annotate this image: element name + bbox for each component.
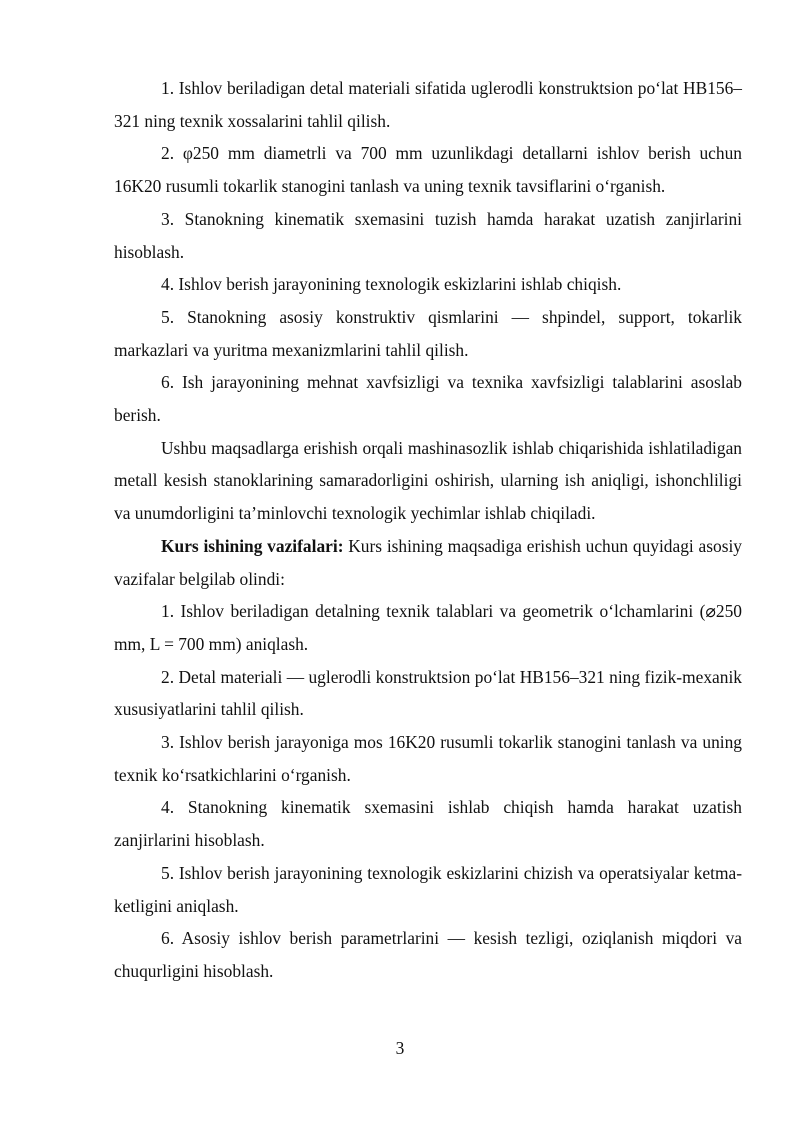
goal-item-3: 3. Stanokning kinematik sxemasini tuzish hamda harakat uzatish zanjirlarini hisoblash. xyxy=(114,208,742,262)
task-item-3: 3. Ishlov berish jarayoniga mos 16K20 rusumli tokarlik stanogini tanlash va uning texnik ko‘rsatkichlarini o‘rganish. xyxy=(114,732,742,785)
task-item-6: 6. Asosiy ishlov berish parametrlarini — kesish tezligi, oziqlanish miqdori va chuqurligini hisoblash. xyxy=(114,928,742,981)
goal-item-4: 4. Ishlov berish jarayonining texnologik eskizlarini ishlab chiqish. xyxy=(161,274,622,295)
page-number: 3 xyxy=(395,1038,405,1058)
goal-item-6: 6. Ish jarayonining mehnat xavfsizligi va texnika xavfsizligi talablarini asoslab berish. xyxy=(114,372,742,426)
task-item-4: 4. Stanokning kinematik sxemasini ishlab chiqish hamda harakat uzatish zanjirlarini hisoblash. xyxy=(114,797,742,851)
tasks-intro-text: Kurs ishining maqsadiga erishish uchun quyidagi asosiy vazifalar belgilab olindi: xyxy=(114,535,742,589)
tasks-intro-paragraph xyxy=(114,530,742,595)
goals-summary-paragraph: Ushbu maqsadlarga erishish orqali mashinasozlik ishlab chiqarishida ishlatiladigan metall kesish stanoklarining samaradorligini oshirish, ularning ish aniqligi, ishonchliligi va unumdorligini ta’minlovchi texnologik yechimlar ishlab chiqiladi. xyxy=(114,437,742,524)
goal-item-2: 2. φ250 mm diametrli va 700 mm uzunlikdagi detallarni ishlov berish uchun 16K20 rusumli tokarlik stanogini tanlash va uning texnik tavsiflarini o‘rganish. xyxy=(114,143,742,197)
tasks-heading: Kurs ishining vazifalari: xyxy=(161,535,344,556)
goal-item-1: 1. Ishlov beriladigan detal materiali sifatida uglerodli konstruktsion po‘lat HB156–321 ning texnik xossalarini tahlil qilish. xyxy=(114,78,742,131)
task-item-1: 1. Ishlov beriladigan detalning texnik talablari va geometrik o‘lchamlarini (⌀250 mm, L = 700 mm) aniqlash. xyxy=(114,601,742,654)
task-item-5: 5. Ishlov berish jarayonining texnologik eskizlarini chizish va operatsiyalar ketma-ketligini aniqlash. xyxy=(114,862,742,916)
task-item-2: 2. Detal materiali — uglerodli konstruktsion po‘lat HB156–321 ning fizik-mexanik xususiyatlarini tahlil qilish. xyxy=(114,666,742,720)
page-content xyxy=(114,72,742,988)
goal-item-5: 5. Stanokning asosiy konstruktiv qismlarini — shpindel, support, tokarlik markazlari va yuritma mexanizmlarini tahlil qilish. xyxy=(114,306,742,360)
